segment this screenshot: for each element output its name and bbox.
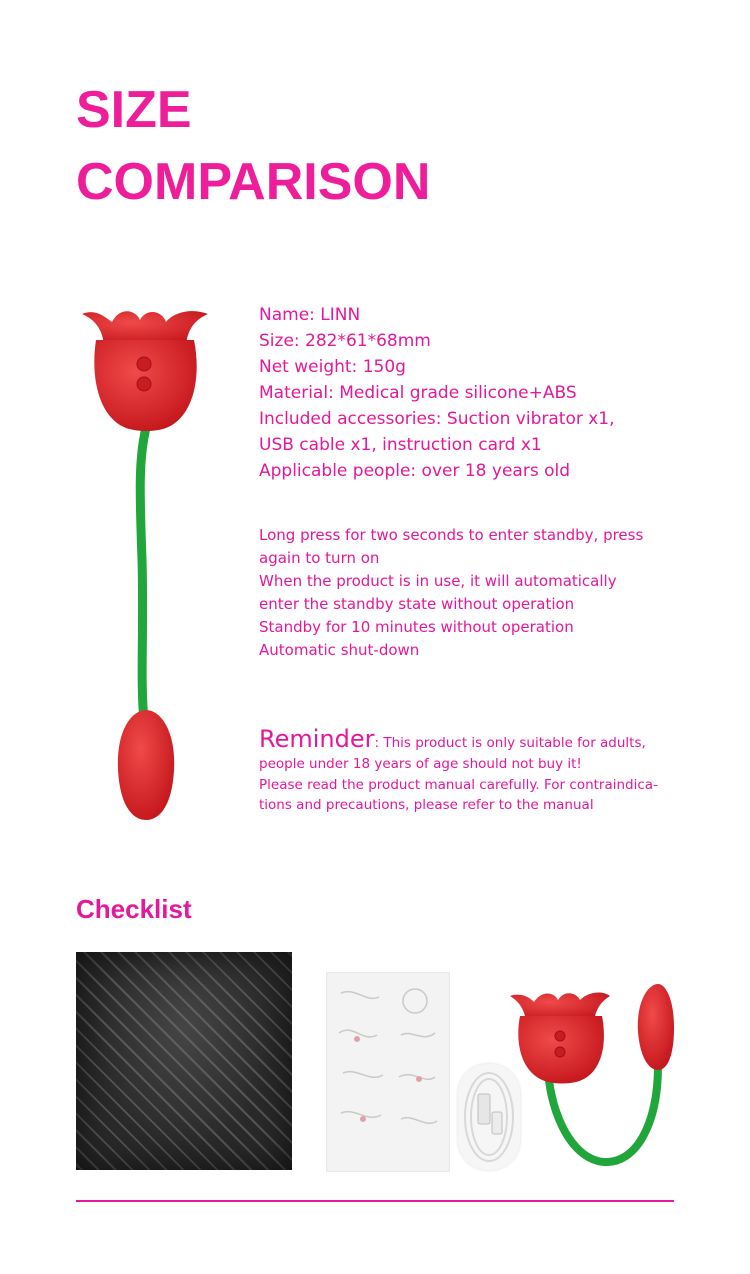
operation-line: again to turn on [259,549,380,567]
reminder-first-line [259,724,699,754]
operation-line: enter the standby state without operation [259,595,575,613]
product-image [76,300,216,830]
checklist-title: Checklist [76,894,192,924]
reminder-block [259,724,699,816]
packaging-box-image [76,952,292,1170]
title-line-1: SIZE [76,81,192,139]
spec-accessories-1: Included accessories: Suction vibrator x1, [259,409,615,429]
reminder-line: people under 18 years of age should not buy it! [259,756,582,772]
operation-line: Long press for two seconds to enter standby, press [259,526,644,544]
spec-material: Material: Medical grade silicone+ABS [259,383,577,403]
operation-line: When the product is in use, it will automatically [259,572,617,590]
spec-accessories-2: USB cable x1, instruction card x1 [259,435,542,455]
spec-weight: Net weight: 150g [259,357,406,377]
product-in-checklist-image [508,984,676,1168]
operation-line: Automatic shut-down [259,641,420,659]
reminder-label: Reminder [259,725,375,753]
reminder-line: Please read the product manual carefully. For contraindica- [259,776,658,793]
spec-name: Name: LINN [259,305,361,325]
title-line-2: COMPARISON [76,153,431,211]
operation-line: Standby for 10 minutes without operation [259,618,574,636]
operation-notes [259,524,699,662]
reminder-line: tions and precautions, please refer to the manual [259,797,594,813]
instruction-card-image [326,972,450,1172]
page-title [76,74,430,218]
spec-people: Applicable people: over 18 years old [259,461,571,481]
divider [76,1200,674,1202]
reminder-text: : This product is only suitable for adults, [374,735,646,751]
product-specs [259,302,699,484]
spec-size: Size: 282*61*68mm [259,331,431,351]
